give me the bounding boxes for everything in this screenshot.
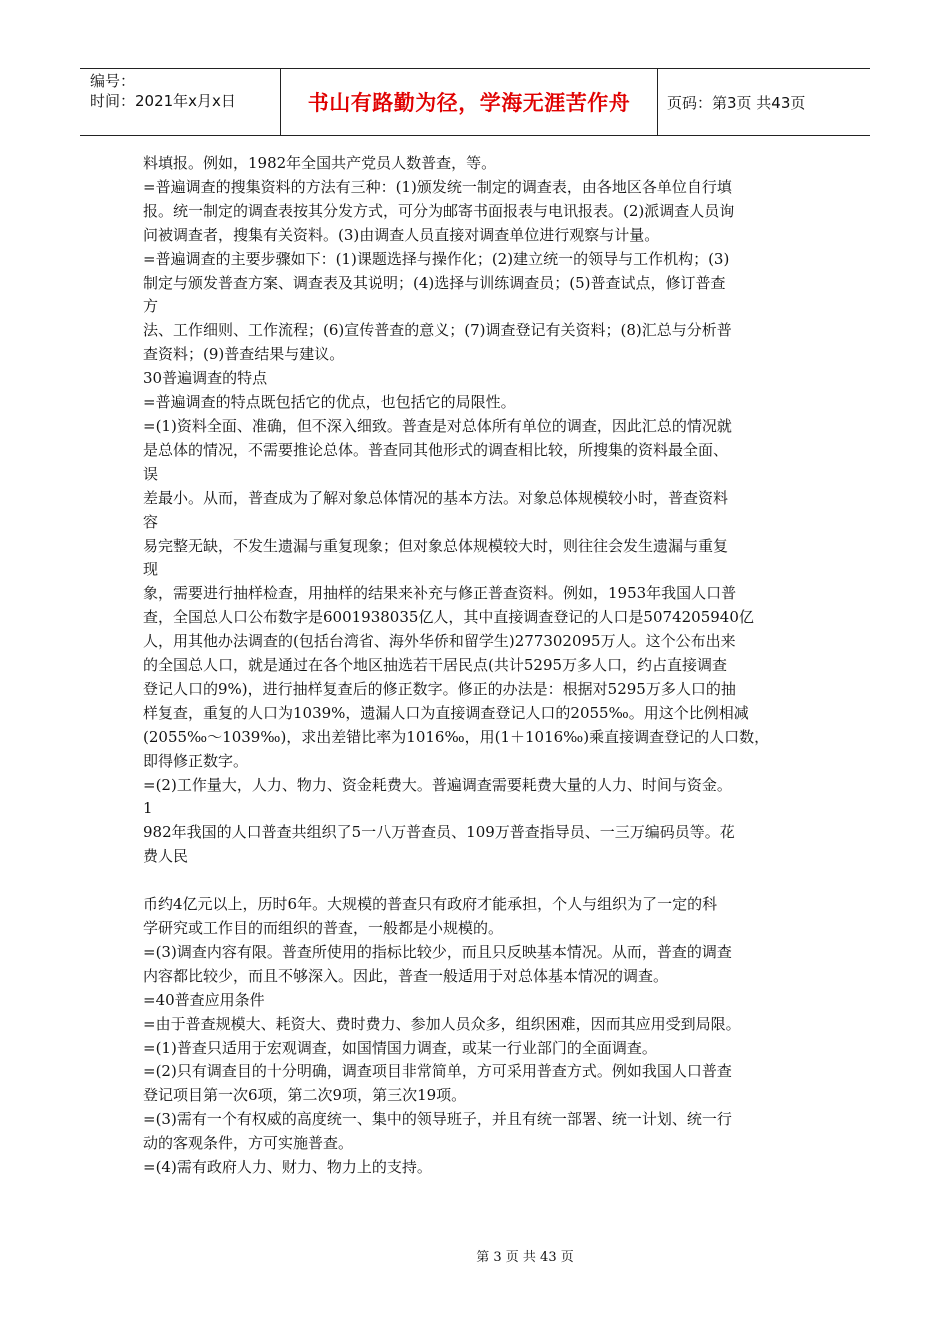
body-line: 易完整无缺，不发生遗漏与重复现象；但对象总体规模较大时，则往往会发生遗漏与重复 <box>143 536 729 555</box>
body-line: 即得修正数字。 <box>143 751 249 770</box>
body-line: =(2)只有调查目的十分明确，调查项目非常简单，方可采用普查方式。例如我国人口普查 <box>143 1062 732 1081</box>
body-line: =(3)需有一个有权威的高度统一、集中的领导班子，并且有统一部署、统一计划、统一行 <box>143 1110 732 1129</box>
body-line: 现 <box>143 560 159 579</box>
document-header <box>80 68 870 136</box>
body-line: =(1)普查只适用于宏观调查，如国情国力调查，或某一行业部门的全面调查。 <box>143 1038 657 1057</box>
body-line: 查，全国总人口公布数字是6001938035亿人，其中直接调查登记的人口是5074205940亿 <box>143 608 754 627</box>
body-line: 报。统一制定的调查表按其分发方式，可分为邮寄书面报表与电讯报表。(2)派调查人员询 <box>143 201 735 220</box>
page-info-cell <box>658 69 870 135</box>
body-line: 查资料；(9)普查结果与建议。 <box>143 345 345 364</box>
body-line: 动的客观条件，方可实施普查。 <box>143 1134 354 1153</box>
body-line: =普遍调查的特点既包括它的优点，也包括它的局限性。 <box>143 393 516 412</box>
body-line: 费人民 <box>143 847 189 866</box>
body-line: 问被调查者，搜集有关资料。(3)由调查人员直接对调查单位进行观察与计量。 <box>143 225 660 244</box>
body-line: 料填报。例如，1982年全国共产党员人数普查，等。 <box>143 154 497 172</box>
body-line: 学研究或工作目的而组织的普查，一般都是小规模的。 <box>143 918 504 937</box>
body-line: 人，用其他办法调查的(包括台湾省、海外华侨和留学生)277302095万人。这个公布出来 <box>143 632 736 651</box>
body-line: 制定与颁发普查方案、调查表及其说明；(4)选择与训练调查员；(5)普查试点，修订普查 <box>143 273 726 292</box>
body-line: 的全国总人口，就是通过在各个地区抽选若干居民点(共计5295万多人口，约占直接调查 <box>143 656 728 675</box>
body-line: 登记人口的9%)，进行抽样复查后的修正数字。修正的办法是：根据对5295万多人口的抽 <box>143 679 736 698</box>
motto-cell <box>281 69 658 135</box>
body-line: 象，需要进行抽样检查，用抽样的结果来补充与修正普查资料。例如，1953年我国人口普 <box>143 584 737 603</box>
body-line: 982年我国的人口普查共组织了5一八万普查员、109万普查指导员、一三万编码员等。花 <box>143 823 735 842</box>
body-line: 差最小。从而，普查成为了解对象总体情况的基本方法。对象总体规模较小时，普查资料 <box>143 488 729 507</box>
body-line: 样复查，重复的人口为1039%，遗漏人口为直接调查登记人口的2055‰。用这个比例相减 <box>143 703 749 722</box>
serial-number-label: 编号： <box>90 72 136 90</box>
body-line: 误 <box>143 464 159 483</box>
header-meta-cell <box>80 69 281 135</box>
body-line: 法、工作细则、工作流程；(6)宣传普查的意义；(7)调查登记有关资料；(8)汇总与分析普 <box>143 321 732 340</box>
body-line: =40普查应用条件 <box>143 990 265 1009</box>
body-line: 1 <box>143 799 153 818</box>
date-label: 时间：2021年x月x日 <box>90 92 236 110</box>
body-line: =(1)资料全面、准确，但不深入细致。普查是对总体所有单位的调查，因此汇总的情况就 <box>143 416 732 435</box>
footer-page-number: 第 3 页 共 43 页 <box>476 1250 574 1265</box>
body-line: =(2)工作量大，人力、物力、资金耗费大。普遍调查需要耗费大量的人力、时间与资金。 <box>143 775 732 794</box>
body-line: 方 <box>143 297 159 316</box>
body-line <box>143 869 823 893</box>
body-line: =普遍调查的主要步骤如下：(1)课题选择与操作化；(2)建立统一的领导与工作机构；(3) <box>143 249 730 268</box>
body-line: =普遍调查的搜集资料的方法有三种：(1)颁发统一制定的调查表，由各地区各单位自行填 <box>143 177 732 196</box>
body-line: (2055‰～1039‰)，求出差错比率为1016‰，用(1＋1016‰)乘直接调查登记的人口数， <box>143 727 770 746</box>
body-line: 登记项目第一次6项，第二次9项，第三次19项。 <box>143 1086 467 1105</box>
body-line: 容 <box>143 512 159 531</box>
page-footer <box>0 1246 950 1265</box>
page-info-text: 页码：第3页 共43页 <box>667 93 806 112</box>
body-line: =(4)需有政府人力、财力、物力上的支持。 <box>143 1158 432 1177</box>
document-body <box>143 152 823 1180</box>
body-line: 内容都比较少，而且不够深入。因此，普查一般适用于对总体基本情况的调查。 <box>143 966 669 985</box>
body-line: 是总体的情况，不需要推论总体。普查同其他形式的调查相比较，所搜集的资料最全面、 <box>143 440 729 459</box>
motto-text: 书山有路勤为径，学海无涯苦作舟 <box>307 91 631 115</box>
body-line: 币约4亿元以上，历时6年。大规模的普查只有政府才能承担，个人与组织为了一定的科 <box>143 895 718 914</box>
body-line: =(3)调查内容有限。普查所使用的指标比较少，而且只反映基本情况。从而，普查的调查 <box>143 942 732 961</box>
body-line: 30普遍调查的特点 <box>143 369 268 388</box>
body-line: =由于普查规模大、耗资大、费时费力、参加人员众多，组织困难，因而其应用受到局限。 <box>143 1014 741 1033</box>
